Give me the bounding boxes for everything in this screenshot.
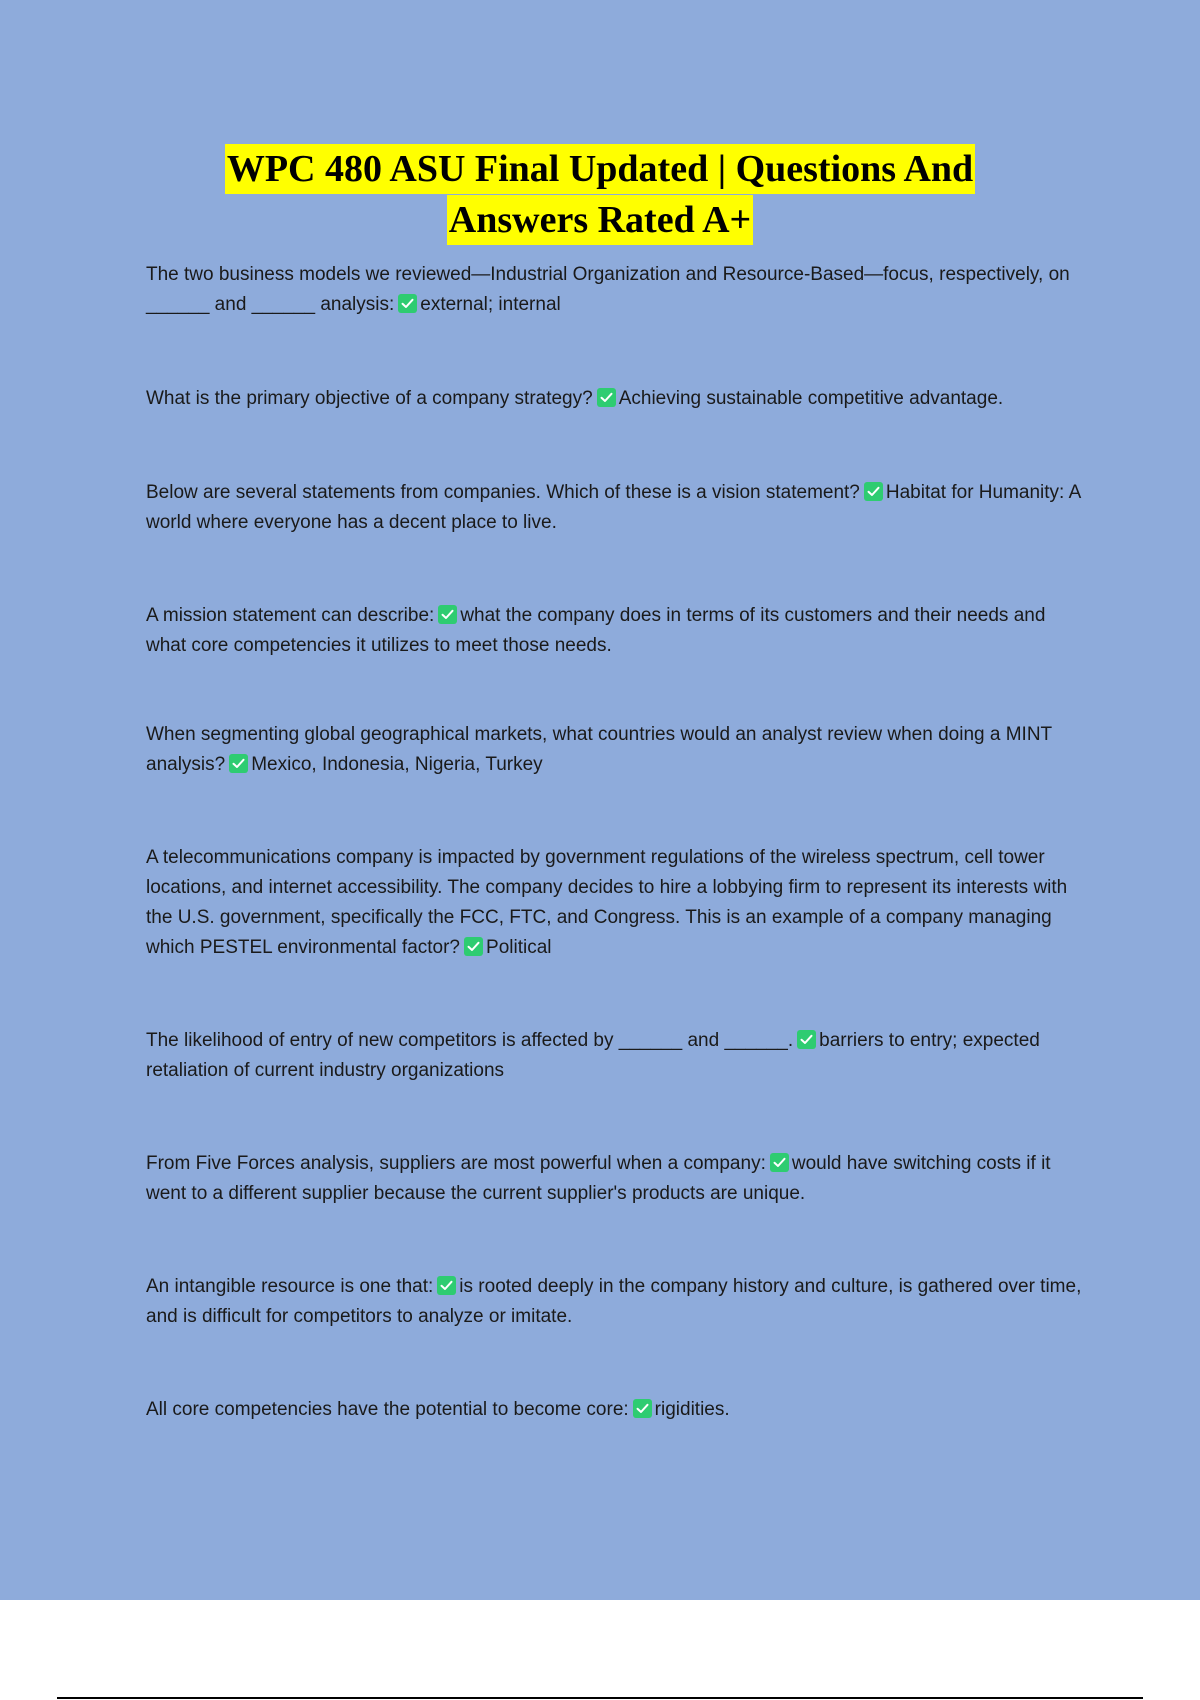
check-mark-icon [229, 754, 248, 773]
check-mark-icon [437, 1276, 456, 1295]
question-text: An intangible resource is one that: [146, 1276, 434, 1297]
qa-item-5 [146, 720, 1086, 780]
answer-text: Habitat for Humanity: A world where everyone has a decent place to live. [146, 482, 1081, 533]
document-title [0, 144, 1200, 246]
qa-item-6 [146, 843, 1086, 963]
question-text: All core competencies have the potential to become core: [146, 1399, 629, 1420]
qa-item-7 [146, 1026, 1086, 1086]
qa-item-1 [146, 260, 1086, 320]
title-line-2: Answers Rated A+ [447, 195, 753, 245]
answer-text: would have switching costs if it went to a different supplier because the current supplier's products are unique. [146, 1153, 1051, 1204]
answer-text: rigidities. [654, 1399, 730, 1420]
qa-item-4 [146, 601, 1086, 661]
qa-item-10 [146, 1395, 1086, 1425]
question-text: A mission statement can describe: [146, 605, 435, 626]
answer-text: Political [486, 937, 552, 958]
answer-text: is rooted deeply in the company history and culture, is gathered over time, and is difficult for competitors to analyze or imitate. [146, 1276, 1082, 1327]
check-mark-icon [597, 388, 616, 407]
answer-text: barriers to entry; expected retaliation of current industry organizations [146, 1030, 1040, 1081]
qa-item-9 [146, 1272, 1086, 1332]
check-mark-icon [864, 482, 883, 501]
question-text: The two business models we reviewed—Industrial Organization and Resource-Based—focus, respectively, on ______ and ______ analysis: [146, 264, 1070, 315]
qa-item-8 [146, 1149, 1086, 1209]
check-mark-icon [438, 605, 457, 624]
qa-item-2 [146, 384, 1086, 414]
question-text: Below are several statements from companies. Which of these is a vision statement? [146, 482, 860, 503]
check-mark-icon [398, 294, 417, 313]
question-text: A telecommunications company is impacted by government regulations of the wireless spectrum, cell tower locations, and internet accessibility. The company decides to hire a lobbying firm to represent its interests with the U.S. government, specifically the FCC, FTC, and Congress. This is an example of a company managing which PESTEL environmental factor? [146, 847, 1068, 958]
check-mark-icon [770, 1153, 789, 1172]
footer-divider [57, 1697, 1143, 1699]
answer-text: Mexico, Indonesia, Nigeria, Turkey [251, 754, 543, 775]
check-mark-icon [464, 937, 483, 956]
qa-item-3 [146, 478, 1086, 538]
answer-text: what the company does in terms of its customers and their needs and what core competencies it utilizes to meet those needs. [146, 605, 1046, 656]
check-mark-icon [633, 1399, 652, 1418]
answer-text: external; internal [420, 294, 561, 315]
answer-text: Achieving sustainable competitive advantage. [618, 388, 1004, 409]
check-mark-icon [797, 1030, 816, 1049]
question-text: From Five Forces analysis, suppliers are most powerful when a company: [146, 1153, 766, 1174]
question-text: What is the primary objective of a company strategy? [146, 388, 593, 409]
title-line-1: WPC 480 ASU Final Updated | Questions And [225, 144, 975, 194]
question-text: The likelihood of entry of new competitors is affected by ______ and ______. [146, 1030, 794, 1051]
question-text: When segmenting global geographical markets, what countries would an analyst review when doing a MINT analysis? [146, 724, 1052, 775]
